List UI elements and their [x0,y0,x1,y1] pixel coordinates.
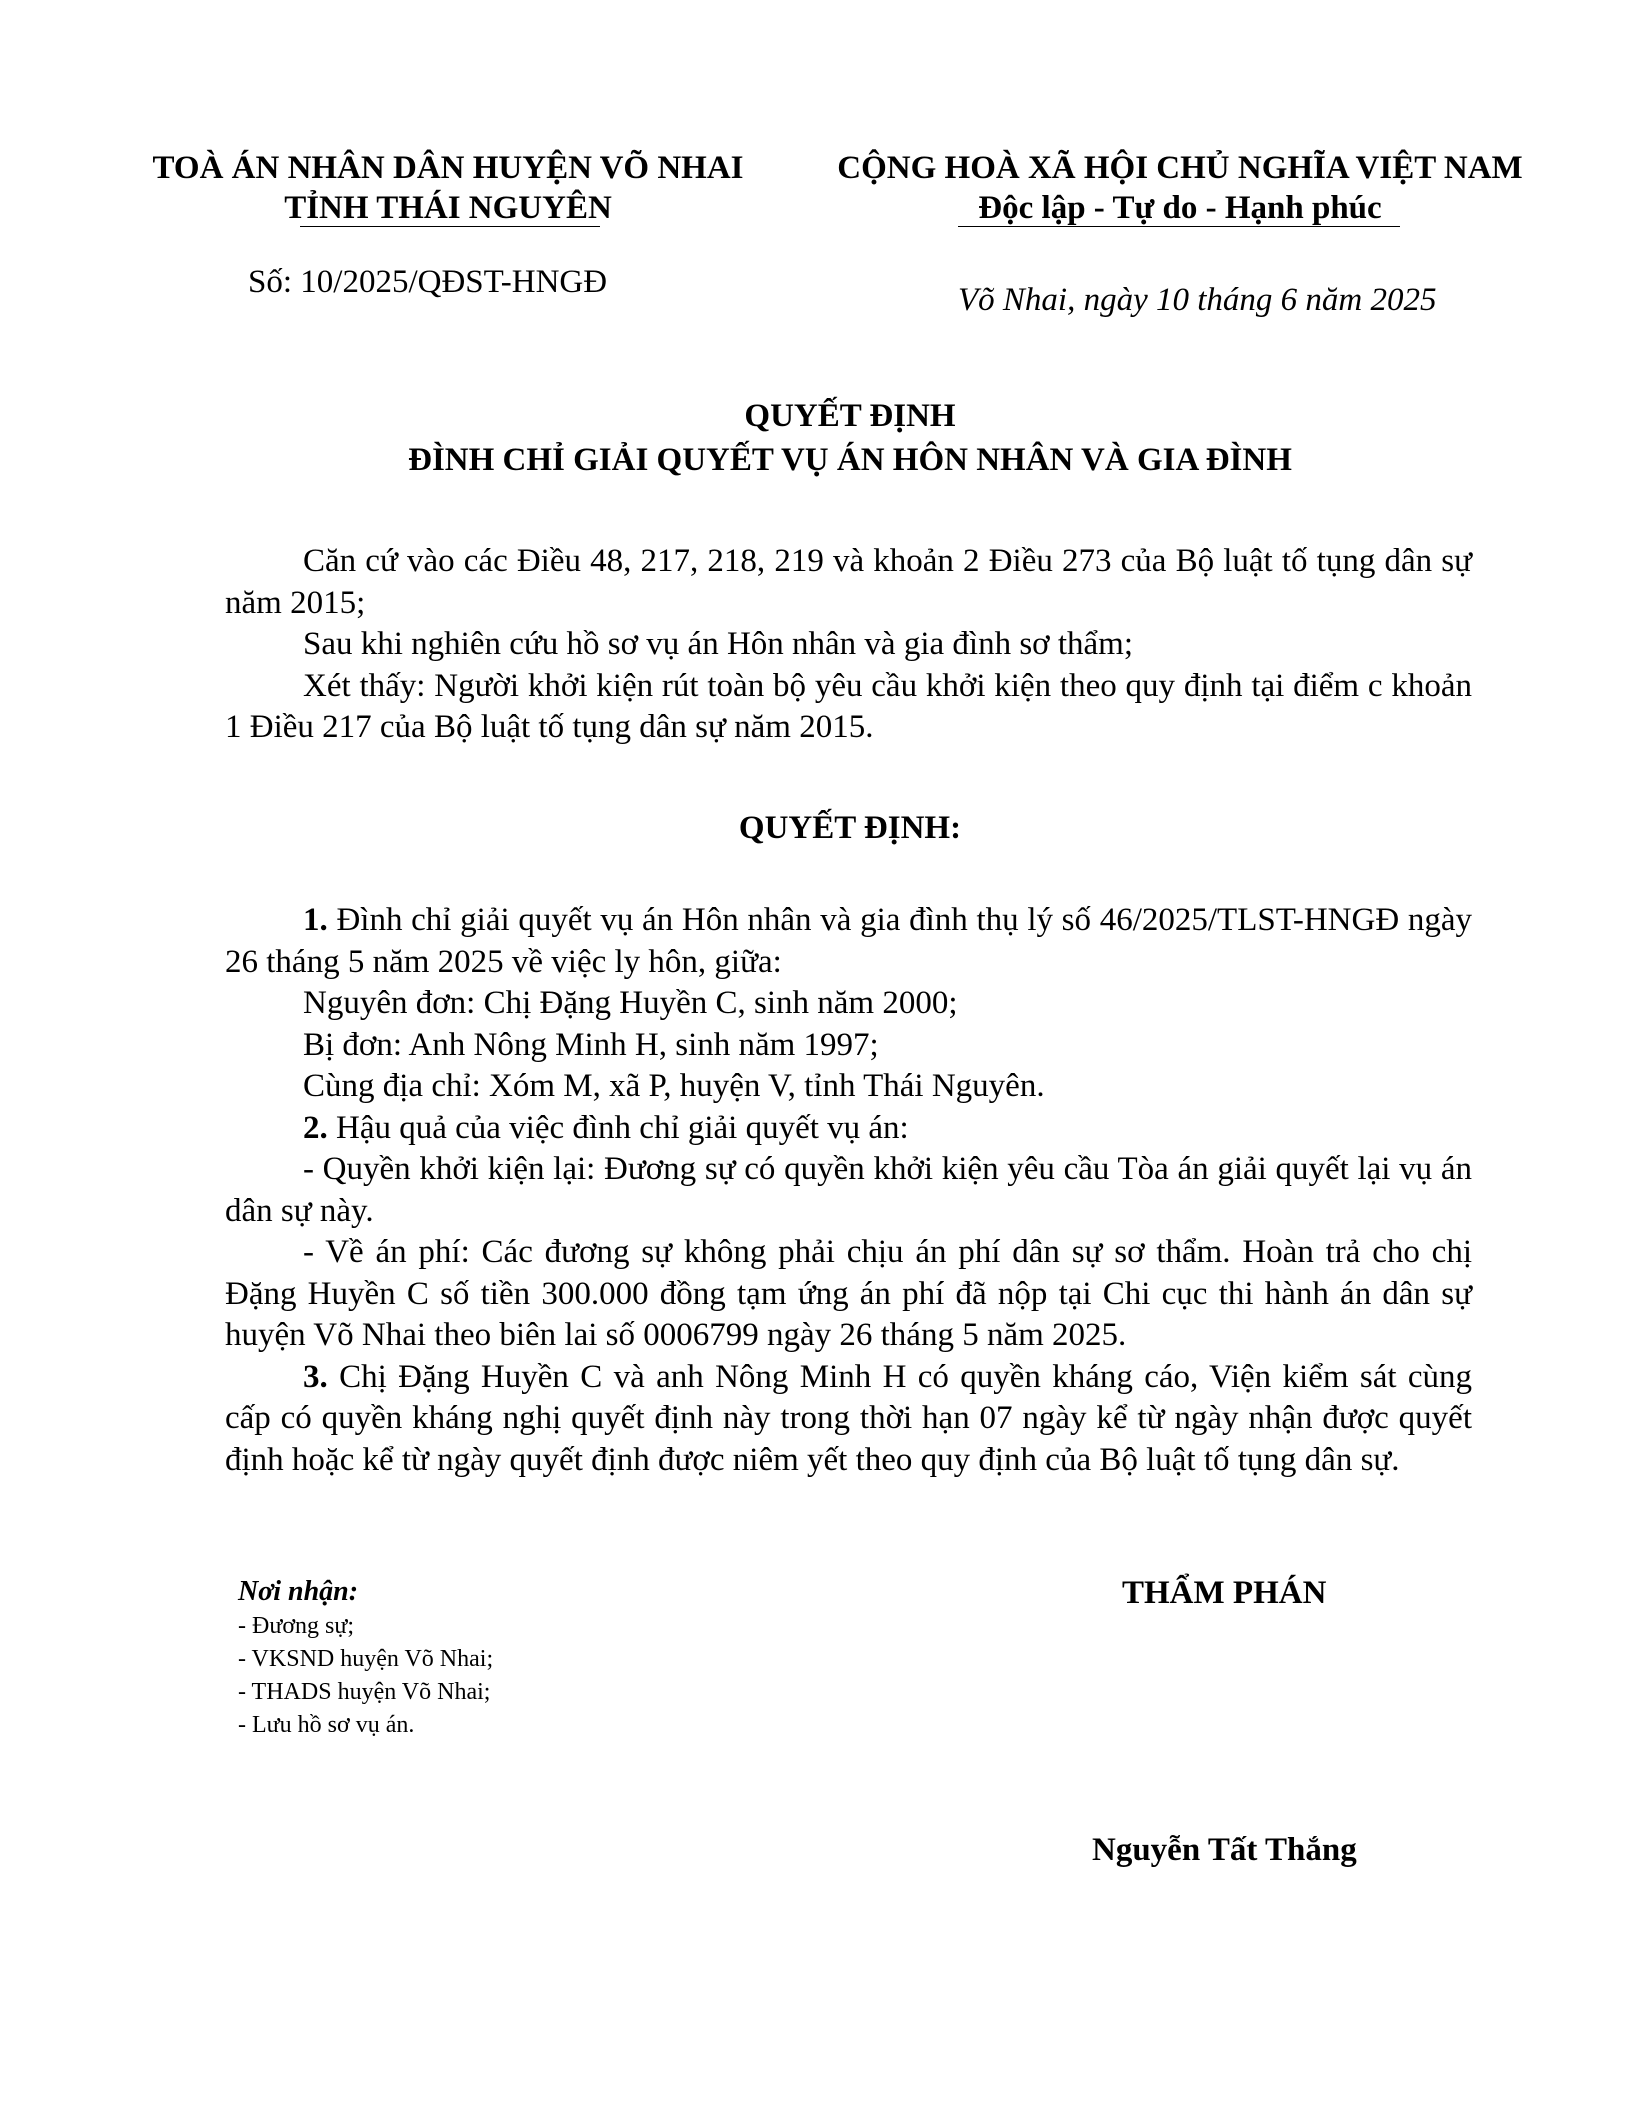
recipient-item: - VKSND huyện Võ Nhai; [238,1646,494,1672]
decision-heading: QUYẾT ĐỊNH: [738,810,962,846]
court-name: TOÀ ÁN NHÂN DÂN HUYỆN VÕ NHAI [152,150,744,186]
defendant: Bị đơn: Anh Nông Minh H, sinh năm 1997; [303,1026,879,1063]
motto-underline [958,226,1400,227]
decision-item-2 [225,1108,1472,1150]
preamble-finding: Xét thấy: Người khởi kiện rút toàn bộ yêu cầu khởi kiện theo quy định tại điểm c khoản 1 Điều 217 của Bộ luật tố tụng dân sự năm 2015. [225,667,1472,745]
recipients-title: Nơi nhận: [238,1576,359,1607]
recipients [238,1574,493,1742]
address: Cùng địa chỉ: Xóm M, xã P, huyện V, tỉnh Thái Nguyên. [303,1068,1045,1104]
signer-role: THẨM PHÁN [1122,1575,1327,1611]
plaintiff: Nguyên đơn: Chị Đặng Huyền C, sinh năm 2000; [303,985,958,1021]
document-number: Số: 10/2025/QĐST-HNGĐ [248,264,608,300]
preamble [225,541,1472,749]
national-motto: Độc lập - Tự do - Hạnh phúc [978,190,1382,226]
item-3-number: 3. [303,1358,328,1395]
item-1-number: 1. [303,902,328,938]
decision-item-1 [225,900,1472,983]
decision-item-3 [225,1357,1472,1482]
item-2-court-fees: - Về án phí: Các đương sự không phải chịu án phí dân sự sơ thẩm. Hoàn trả cho chị Đặng Huyền C số tiền 300.000 đồng tạm ứng án phí đã nộp tại Chi cục thi hành án dân sự huyện Võ Nhai theo biên lai số 0006799 ngày 26 tháng 5 năm 2025. [225,1234,1472,1353]
court-underline [300,226,600,227]
preamble-review: Sau khi nghiên cứu hồ sơ vụ án Hôn nhân và gia đình sơ thẩm; [303,626,1134,662]
recipient-item: - THADS huyện Võ Nhai; [238,1679,491,1705]
item-2-number: 2. [303,1109,328,1146]
item-2-text: Hậu quả của việc đình chỉ giải quyết vụ án: [336,1109,909,1146]
document-title: QUYẾT ĐỊNH [744,398,956,434]
document-subtitle: ĐÌNH CHỈ GIẢI QUYẾT VỤ ÁN HÔN NHÂN VÀ GIA ĐÌNH [408,442,1292,478]
place-date: Võ Nhai, ngày 10 tháng 6 năm 2025 [958,282,1437,318]
item-3-text: Chị Đặng Huyền C và anh Nông Minh H có quyền kháng cáo, Viện kiểm sát cùng cấp có quyền kháng nghị quyết định này trong thời hạn 07 ngày kể từ ngày nhận được quyết định hoặc kể từ ngày quyết định được niêm yết theo quy định của Bộ luật tố tụng dân sự. [225,1358,1472,1478]
signer-name: Nguyễn Tất Thắng [1092,1832,1357,1868]
recipient-item: - Đương sự; [238,1613,355,1639]
national-title: CỘNG HOÀ XÃ HỘI CHỦ NGHĨA VIỆT NAM [837,150,1523,186]
item-2-right-to-resue: - Quyền khởi kiện lại: Đương sự có quyền khởi kiện yêu cầu Tòa án giải quyết lại vụ án dân sự này. [225,1151,1472,1229]
recipient-item: - Lưu hồ sơ vụ án. [238,1712,415,1738]
preamble-legal-basis: Căn cứ vào các Điều 48, 217, 218, 219 và khoản 2 Điều 273 của Bộ luật tố tụng dân sự năm 2015; [225,543,1472,621]
court-province: TỈNH THÁI NGUYÊN [284,190,612,226]
decision-body [225,900,1472,1481]
item-1-text: Đình chỉ giải quyết vụ án Hôn nhân và gia đình thụ lý số 46/2025/TLST-HNGĐ ngày 26 tháng 5 năm 2025 về việc ly hôn, giữa: [225,902,1472,980]
